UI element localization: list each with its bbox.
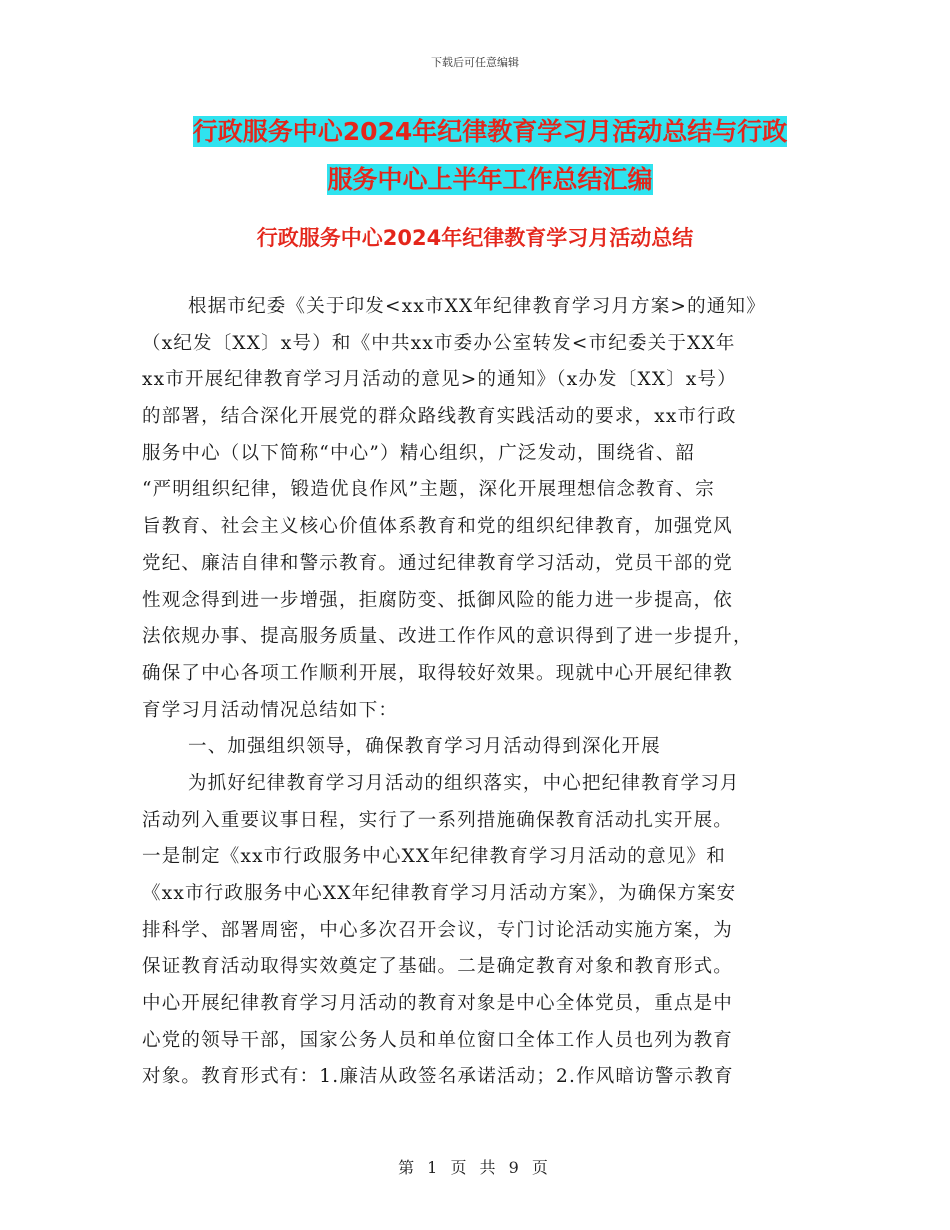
paragraph-line: 活动列入重要议事日程，实行了一系列措施确保教育活动扎实开展。 — [142, 809, 734, 831]
title-line-1: 行政服务中心2024年纪律教育学习月活动总结与行政 — [192, 117, 788, 146]
paragraph-line: 中心开展纪律教育学习月活动的教育对象是中心全体党员，重点是中 — [142, 993, 734, 1015]
document-body — [142, 289, 810, 1096]
paragraph-line: 对象。教育形式有：1.廉洁从政签名承诺活动；2.作风暗访警示教育 — [142, 1066, 734, 1088]
paragraph-line: （x纪发〔XX〕x号）和《中共xx市委办公室转发<市纪委关于XX年 — [142, 332, 736, 354]
section-title: 行政服务中心2024年纪律教育学习月活动总结 — [256, 226, 694, 250]
paragraph-line: 服务中心（以下简称“中心”）精心组织，广泛发动，围绕省、韶 — [142, 442, 696, 464]
paragraph-line: 保证教育活动取得实效奠定了基础。二是确定教育对象和教育形式。 — [142, 956, 734, 978]
document-title — [140, 108, 840, 204]
paragraph-line: 确保了中心各项工作顺利开展，取得较好效果。现就中心开展纪律教 — [142, 662, 734, 684]
section-heading: 一、加强组织领导，确保教育学习月活动得到深化开展 — [188, 736, 661, 758]
paragraph-line: 心党的领导干部，国家公务人员和单位窗口全体工作人员也列为教育 — [142, 1029, 734, 1051]
header-note: 下载后可任意编辑 — [431, 56, 519, 69]
paragraph-line: “严明组织纪律，锻造优良作风”主题，深化开展理想信念教育、宗 — [142, 479, 715, 501]
paragraph-line: 育学习月活动情况总结如下： — [142, 699, 399, 721]
paragraph-line: 排科学、部署周密，中心多次召开会议，专门讨论活动实施方案，为 — [142, 919, 734, 941]
page-number: 第 1 页 共 9 页 — [398, 1158, 552, 1177]
paragraph-line: 《xx市行政服务中心XX年纪律教育学习月活动方案》，为确保方案安 — [142, 883, 737, 904]
paragraph-line: 旨教育、社会主义核心价值体系教育和党的组织纪律教育，加强党风 — [142, 516, 734, 538]
title-line-2: 服务中心上半年工作总结汇编 — [327, 165, 653, 194]
paragraph-line: 的部署，结合深化开展党的群众路线教育实践活动的要求，xx市行政 — [142, 406, 737, 428]
paragraph-line: 法依规办事、提高服务质量、改进工作作风的意识得到了进一步提升， — [142, 626, 753, 648]
paragraph-line: 一是制定《xx市行政服务中心XX年纪律教育学习月活动的意见》和 — [142, 846, 726, 868]
paragraph-line: 党纪、廉洁自律和警示教育。通过纪律教育学习活动，党员干部的党 — [142, 552, 734, 574]
paragraph-line: 性观念得到进一步增强，拒腐防变、抵御风险的能力进一步提高，依 — [142, 589, 734, 611]
paragraph-line: xx市开展纪律教育学习月活动的意见>的通知》（x办发〔XX〕x号） — [142, 369, 737, 391]
paragraph-line: 为抓好纪律教育学习月活动的组织落实，中心把纪律教育学习月 — [188, 772, 740, 794]
paragraph-line: 根据市纪委《关于印发<xx市XX年纪律教育学习月方案>的通知》 — [188, 296, 766, 317]
